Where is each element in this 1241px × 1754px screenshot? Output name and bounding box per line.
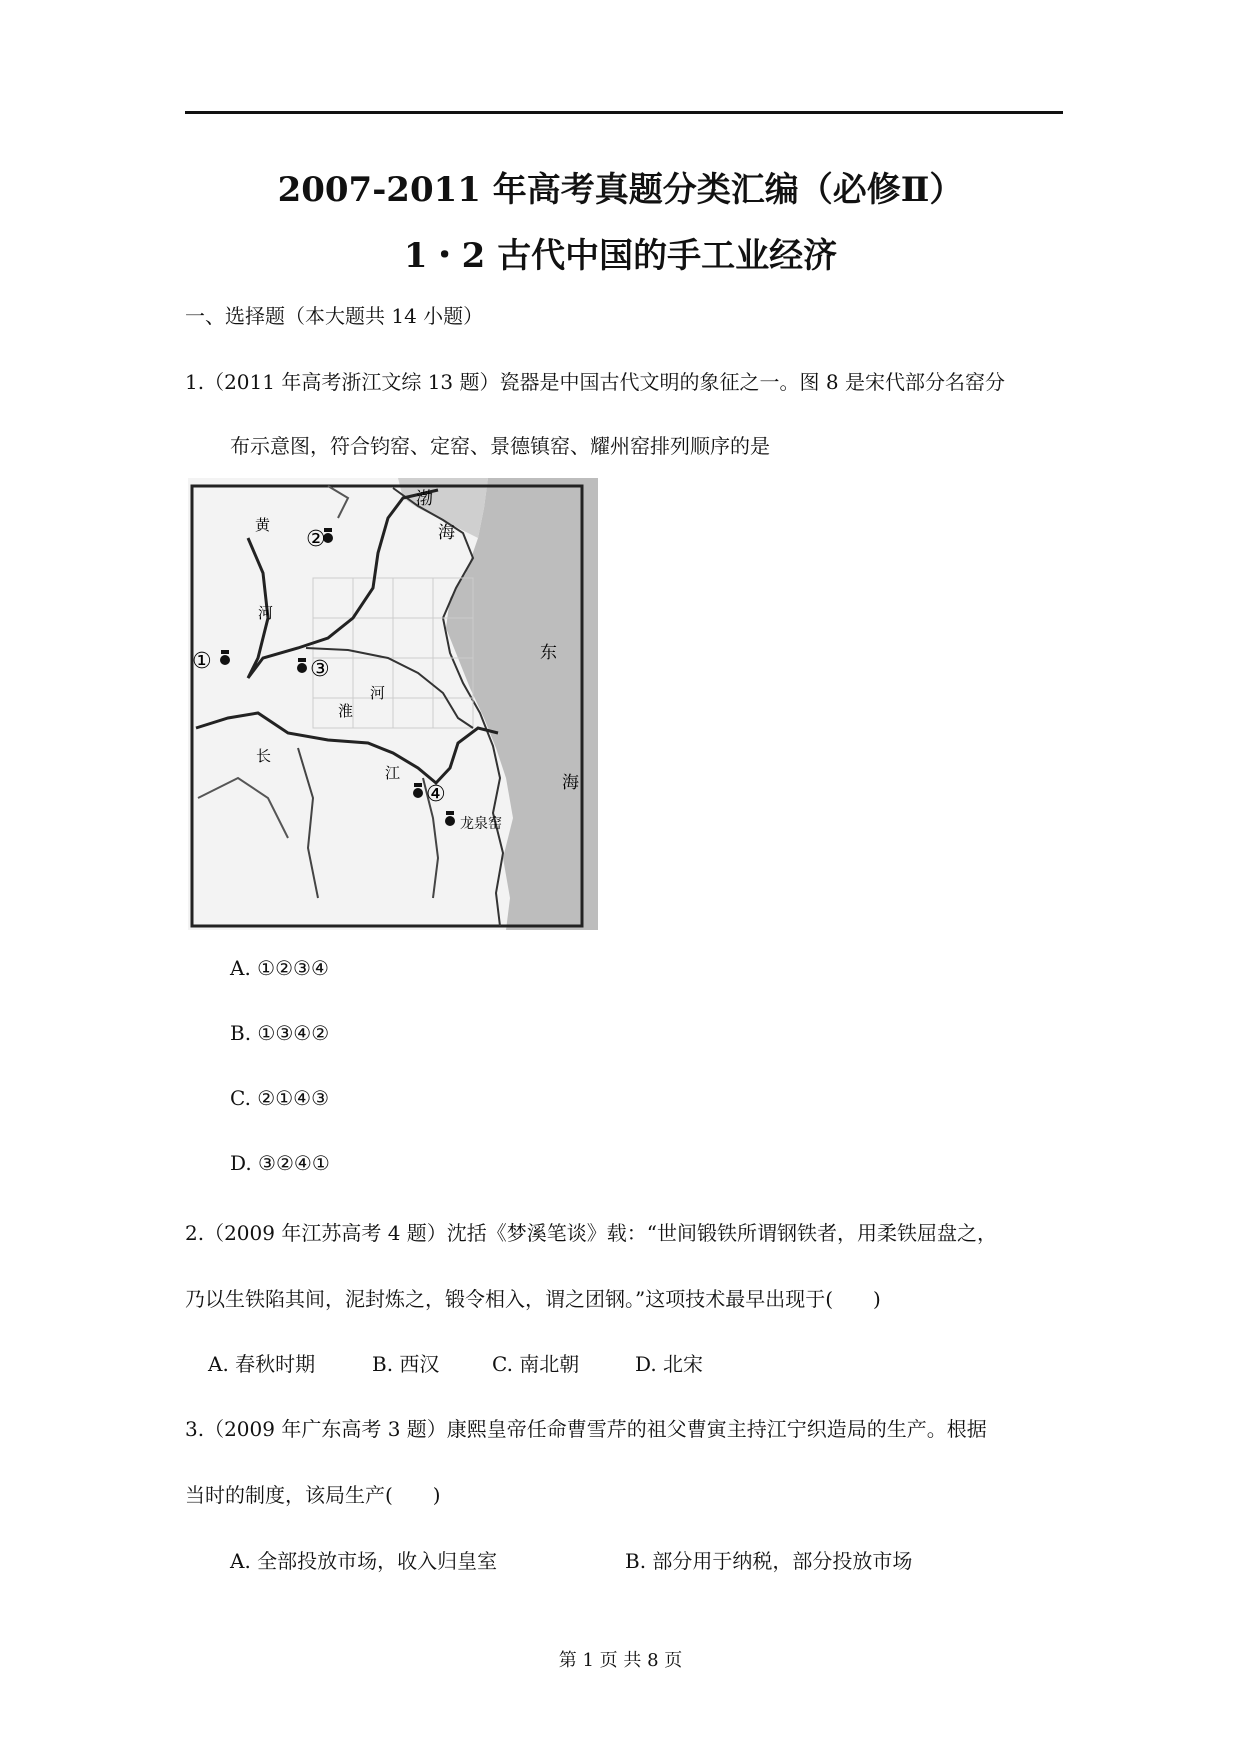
map-marker-3: ③ (310, 657, 330, 682)
q1-option-b: B. ①③④② (230, 1021, 330, 1045)
question-2-line-1: 2.（2009 年江苏高考 4 题）沈括《梦溪笔谈》载：“世间锻铁所谓钢铁者，用柔铁屈盘之， (185, 1221, 998, 1245)
map-figure (188, 478, 598, 930)
section-heading: 一、选择题（本大题共 14 小题） (185, 304, 484, 328)
map-label-huai: 淮 (338, 702, 354, 720)
q3-option-a: A. 全部投放市场，收入归皇室 (230, 1549, 498, 1573)
q2-option-a: A. 春秋时期 (208, 1352, 316, 1376)
page-title: 2007-2011 年高考真题分类汇编（必修Ⅱ） (277, 170, 964, 210)
q1-option-d: D. ③②④① (230, 1151, 330, 1175)
map-label-bohai-2: 海 (438, 523, 455, 543)
map-marker-2: ② (306, 527, 326, 552)
map-label-bohai-1: 渤 (416, 489, 433, 509)
page-subtitle: 1・2 古代中国的手工业经济 (403, 236, 838, 276)
q1-option-c: C. ②①④③ (230, 1086, 330, 1110)
map-label-he-1: 河 (258, 604, 274, 622)
map-label-longquan: 龙泉窑 (460, 816, 502, 832)
map-label-huang: 黄 (255, 516, 271, 534)
question-1-line-2: 布示意图，符合钧窑、定窑、景德镇窑、耀州窑排列顺序的是 (230, 434, 770, 458)
question-3-line-2: 当时的制度，该局生产( ) (185, 1483, 441, 1507)
map-label-he-2: 河 (370, 684, 386, 702)
q3-option-b: B. 部分用于纳税，部分投放市场 (625, 1549, 913, 1573)
q2-option-b: B. 西汉 (372, 1352, 440, 1376)
q2-option-c: C. 南北朝 (492, 1352, 580, 1376)
page-footer: 第 1 页 共 8 页 (558, 1650, 683, 1671)
q2-option-d: D. 北宋 (635, 1352, 704, 1376)
map-marker-1: ① (192, 649, 212, 674)
question-2-line-2: 乃以生铁陷其间，泥封炼之，锻令相入，谓之团钢。”这项技术最早出现于( ) (185, 1287, 881, 1311)
map-label-dong: 东 (540, 643, 557, 663)
question-1-line-1: 1.（2011 年高考浙江文综 13 题）瓷器是中国古代文明的象征之一。图 8 是宋代部分名窑分 (185, 370, 1005, 394)
song-kilns-map (188, 478, 598, 930)
question-3-line-1: 3.（2009 年广东高考 3 题）康熙皇帝任命曹雪芹的祖父曹寅主持江宁织造局的生产。根据 (185, 1417, 987, 1441)
q1-option-a: A. ①②③④ (230, 956, 329, 980)
map-label-chang: 长 (256, 747, 272, 765)
map-marker-4: ④ (426, 782, 446, 807)
map-label-jiang: 江 (385, 764, 401, 782)
header-rule (185, 111, 1063, 114)
map-label-hai: 海 (562, 773, 579, 793)
